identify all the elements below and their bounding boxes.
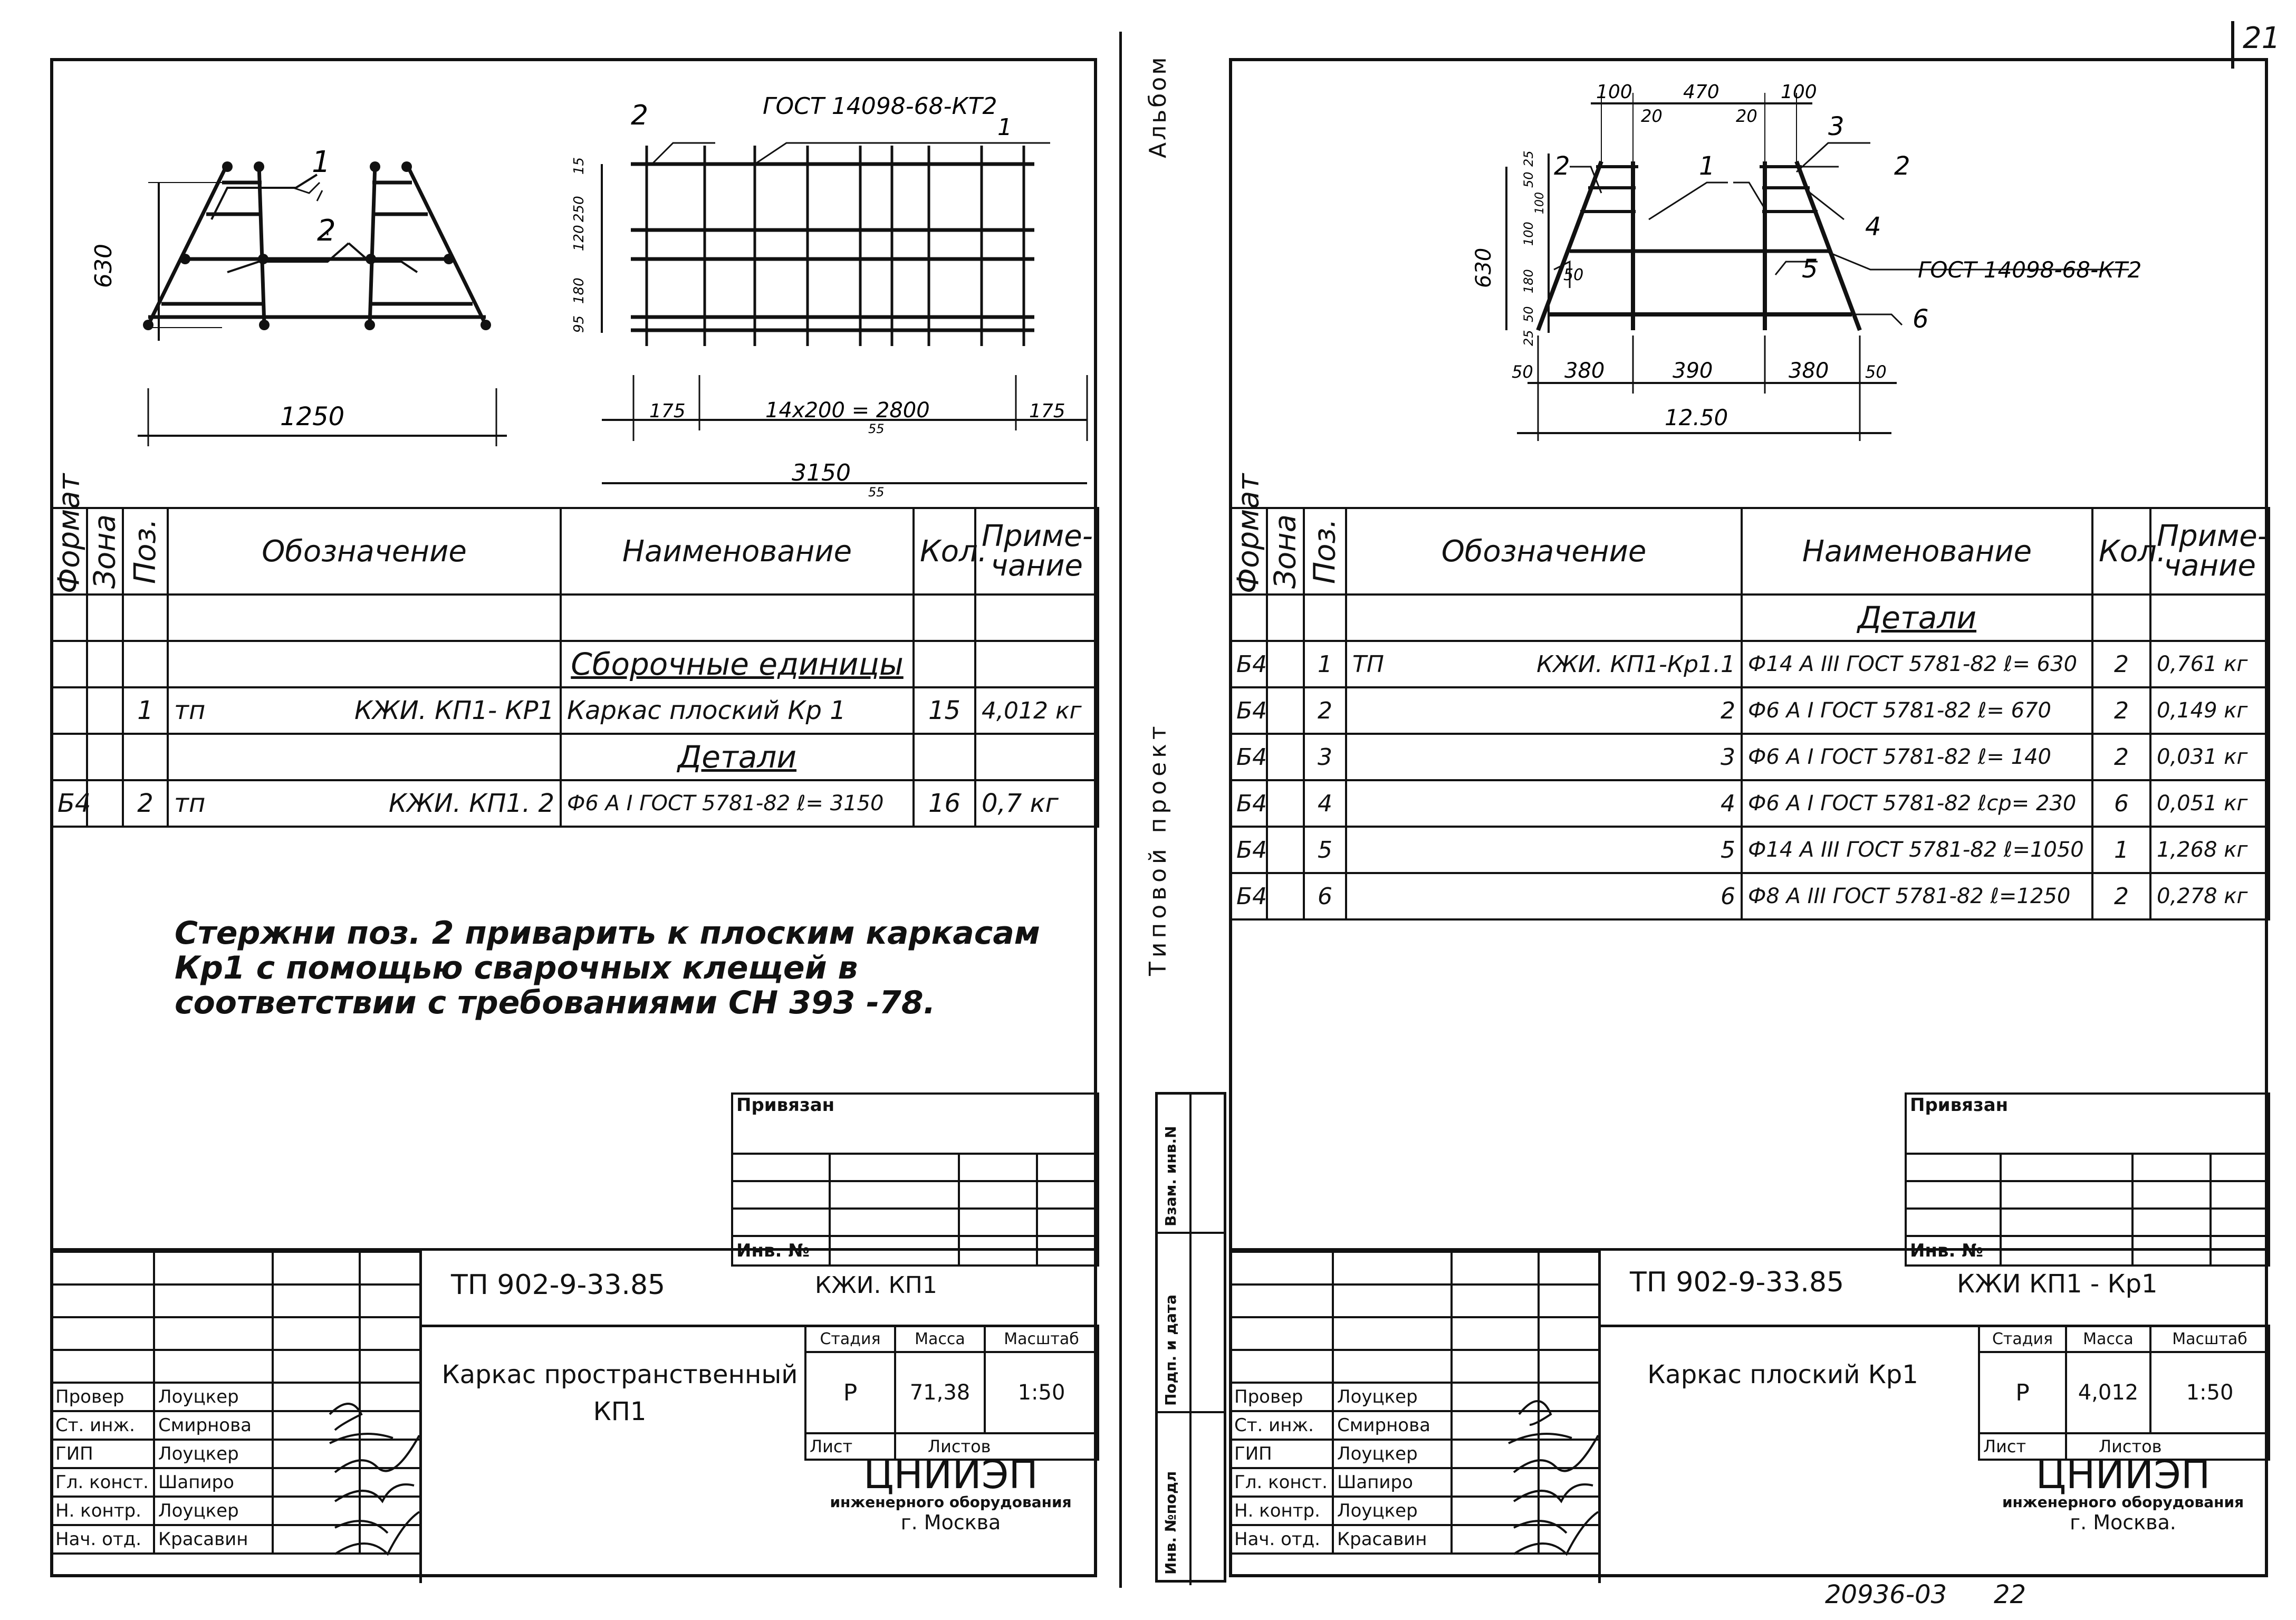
label-2b: 2: [631, 100, 649, 131]
right-drawing: [1232, 61, 2265, 507]
svg-text:390: 390: [1673, 359, 1713, 383]
col-name: Наименование: [561, 508, 914, 595]
svg-text:50: 50: [1521, 306, 1536, 322]
dim-width: 1250: [280, 402, 345, 432]
section-details: Детали: [1742, 595, 2092, 641]
svg-text:100: 100: [1521, 222, 1536, 246]
section-details: Детали: [561, 734, 914, 780]
svg-text:15: 15: [571, 157, 587, 175]
svg-text:380: 380: [1564, 359, 1605, 383]
left-binding-box: Привязан Инв. №: [731, 1092, 1099, 1267]
label-1: 1: [312, 145, 331, 179]
left-sheet: [50, 58, 1097, 1577]
svg-text:20: 20: [1641, 106, 1663, 126]
col-note: Приме-чание: [975, 508, 1098, 595]
svg-text:250: 250: [571, 196, 587, 222]
svg-text:50: 50: [1865, 362, 1887, 382]
svg-text:55: 55: [868, 421, 885, 436]
svg-text:1: 1: [1699, 151, 1715, 181]
svg-text:120: 120: [571, 225, 587, 251]
footer-doc-code: 20936-03: [1825, 1580, 1947, 1609]
svg-text:55: 55: [868, 485, 885, 500]
left-drawing: [53, 61, 1094, 507]
org-logo: ЦНИИЭП: [863, 1452, 1039, 1498]
svg-text:175: 175: [1029, 400, 1065, 422]
svg-text:100: 100: [1596, 81, 1632, 103]
table-row: Б4 6 6 Ф8 А III ГОСТ 5781-82 ℓ=1250 2 0,278 кг: [1230, 873, 2269, 919]
svg-text:50: 50: [1563, 266, 1584, 284]
right-spec-table: Формат Зона Поз. Обозначение Наименование Кол. Приме-чание Детали Б4 1 ТП КЖИ. КП1-Кр1.1 Ф14 А III ГОСТ 5781-82 ℓ= 630 2 0,761 кг Б4 2 2 Ф6 А I ГОСТ 5781-82 ℓ= 670 2 0,149 кг Б4 3 3 Ф6 А I ГОСТ 5781-82 ℓ= 140 2 0,031 кг Б4 4 4 Ф6 А I ГОСТ 5781-82 ℓср= 230 6 0,051 кг Б4 5 5 Ф14 А III ГОСТ 5781-82 ℓ=1050 1 1,268 кг Б4 6 6 Ф8 А III ГОСТ 5781-82 ℓ=1250 2 0,278 кг: [1229, 507, 2270, 921]
side-album: Альбом: [1145, 55, 1171, 158]
label-1b: 1: [997, 114, 1012, 141]
page-number: 21: [2231, 21, 2280, 69]
svg-text:20: 20: [1736, 106, 1757, 126]
svg-text:14х200 = 2800: 14х200 = 2800: [765, 398, 930, 423]
svg-text:ГОСТ 14098-68-КТ2: ГОСТ 14098-68-КТ2: [1918, 257, 2142, 283]
right-sheet: [1229, 58, 2268, 1577]
side-stamp: Взам. инв.N Подп. и дата Инв. №подл: [1155, 1092, 1226, 1583]
svg-text:5: 5: [1802, 254, 1818, 284]
doc-code: КЖИ. КП1: [815, 1272, 937, 1299]
svg-text:2: 2: [1894, 151, 1910, 181]
doc-number: ТП 902-9-33.85: [451, 1269, 666, 1301]
signatures-icon: [319, 1393, 425, 1573]
svg-text:3150: 3150: [792, 459, 851, 486]
svg-text:380: 380: [1789, 359, 1829, 383]
left-title-block: Провер Лоуцкер Ст. инж. Смирнова ГИП Лоуцкер Гл. конст. Шапиро Н. контр. Лоуцкер Нач. отд. Красавин ТП 902-9-33.85 КЖИ. КП1 Каркас пространственный КП1 Стадия Масса Масштаб Р 71,38 1:50 Лист Листов ЦНИИЭП инженерного оборудования г. Москва: [50, 1248, 1097, 1583]
frame-left-outer: [148, 164, 227, 325]
frame-right-outer: [407, 164, 486, 325]
section-assembly: Сборочные единицы: [561, 641, 914, 687]
label-2: 2: [317, 214, 336, 248]
right-binding-box: Привязан Инв. №: [1905, 1092, 2270, 1267]
signatures-icon: [1498, 1393, 1603, 1573]
svg-text:630: 630: [1472, 247, 1496, 288]
svg-text:25: 25: [1521, 150, 1536, 167]
col-qty: Кол.: [914, 508, 975, 595]
svg-text:175: 175: [649, 400, 686, 422]
side-project: Типовой проект: [1145, 722, 1171, 976]
table-row: Б4 5 5 Ф14 А III ГОСТ 5781-82 ℓ=1050 1 1,268 кг: [1230, 827, 2269, 873]
gost-ref: ГОСТ 14098-68-КТ2: [763, 93, 997, 120]
svg-text:50: 50: [1512, 362, 1533, 382]
table-row: 1 тп КЖИ. КП1- КР1 Каркас плоский Кр 1 15 4,012 кг: [51, 687, 1098, 734]
svg-text:3: 3: [1828, 112, 1845, 141]
right-title-block: Провер Лоуцкер Ст. инж. Смирнова ГИП Лоуцкер Гл. конст. Шапиро Н. контр. Лоуцкер Нач. отд. Красавин ТП 902-9-33.85 КЖИ КП1 - Кр1 Каркас плоский Кр1 Стадия Масса Масштаб Р 4,012 1:50 Лист Листов ЦНИИЭП инженерного оборудования г. Москва.: [1229, 1248, 2268, 1583]
dim-height: 630: [90, 244, 117, 288]
svg-text:50: 50: [1521, 171, 1536, 188]
table-row: Б4 3 3 Ф6 А I ГОСТ 5781-82 ℓ= 140 2 0,031 кг: [1230, 734, 2269, 780]
frame-right-inner: [370, 164, 375, 325]
sheet-title: Каркас пространственный КП1: [441, 1360, 798, 1426]
svg-text:180: 180: [1521, 269, 1536, 293]
weld-note: Стержни поз. 2 приварить к плоским каркасам Кр1 с помощью сварочных клещей в соответствии с требованиями СН 393 -78.: [175, 915, 1040, 1021]
svg-text:6: 6: [1913, 304, 1929, 334]
table-row: Б4 4 4 Ф6 А I ГОСТ 5781-82 ℓср= 230 6 0,051 кг: [1230, 780, 2269, 827]
table-row: Б4 2 2 Ф6 А I ГОСТ 5781-82 ℓ= 670 2 0,149 кг: [1230, 687, 2269, 734]
col-pos: Поз.: [123, 508, 168, 595]
svg-text:12.50: 12.50: [1665, 405, 1728, 430]
footer-page: 22: [1994, 1580, 2026, 1609]
svg-text:4: 4: [1865, 212, 1881, 242]
svg-text:2: 2: [1554, 151, 1570, 181]
svg-text:95: 95: [571, 315, 587, 333]
table-row: Б4 2 тп КЖИ. КП1. 2 Ф6 А I ГОСТ 5781-82 ℓ= 3150 16 0,7 кг: [51, 780, 1098, 827]
svg-text:100: 100: [1781, 81, 1817, 103]
col-format: Формат: [52, 473, 87, 593]
svg-text:180: 180: [571, 277, 587, 304]
svg-text:25: 25: [1521, 330, 1536, 346]
svg-text:470: 470: [1683, 81, 1719, 103]
table-row: Б4 1 ТП КЖИ. КП1-Кр1.1 Ф14 А III ГОСТ 5781-82 ℓ= 630 2 0,761 кг: [1230, 641, 2269, 687]
svg-text:100: 100: [1533, 192, 1546, 214]
binding-line: [1119, 32, 1122, 1588]
col-zone: Зона: [87, 508, 123, 595]
col-designation: Обозначение: [168, 508, 561, 595]
